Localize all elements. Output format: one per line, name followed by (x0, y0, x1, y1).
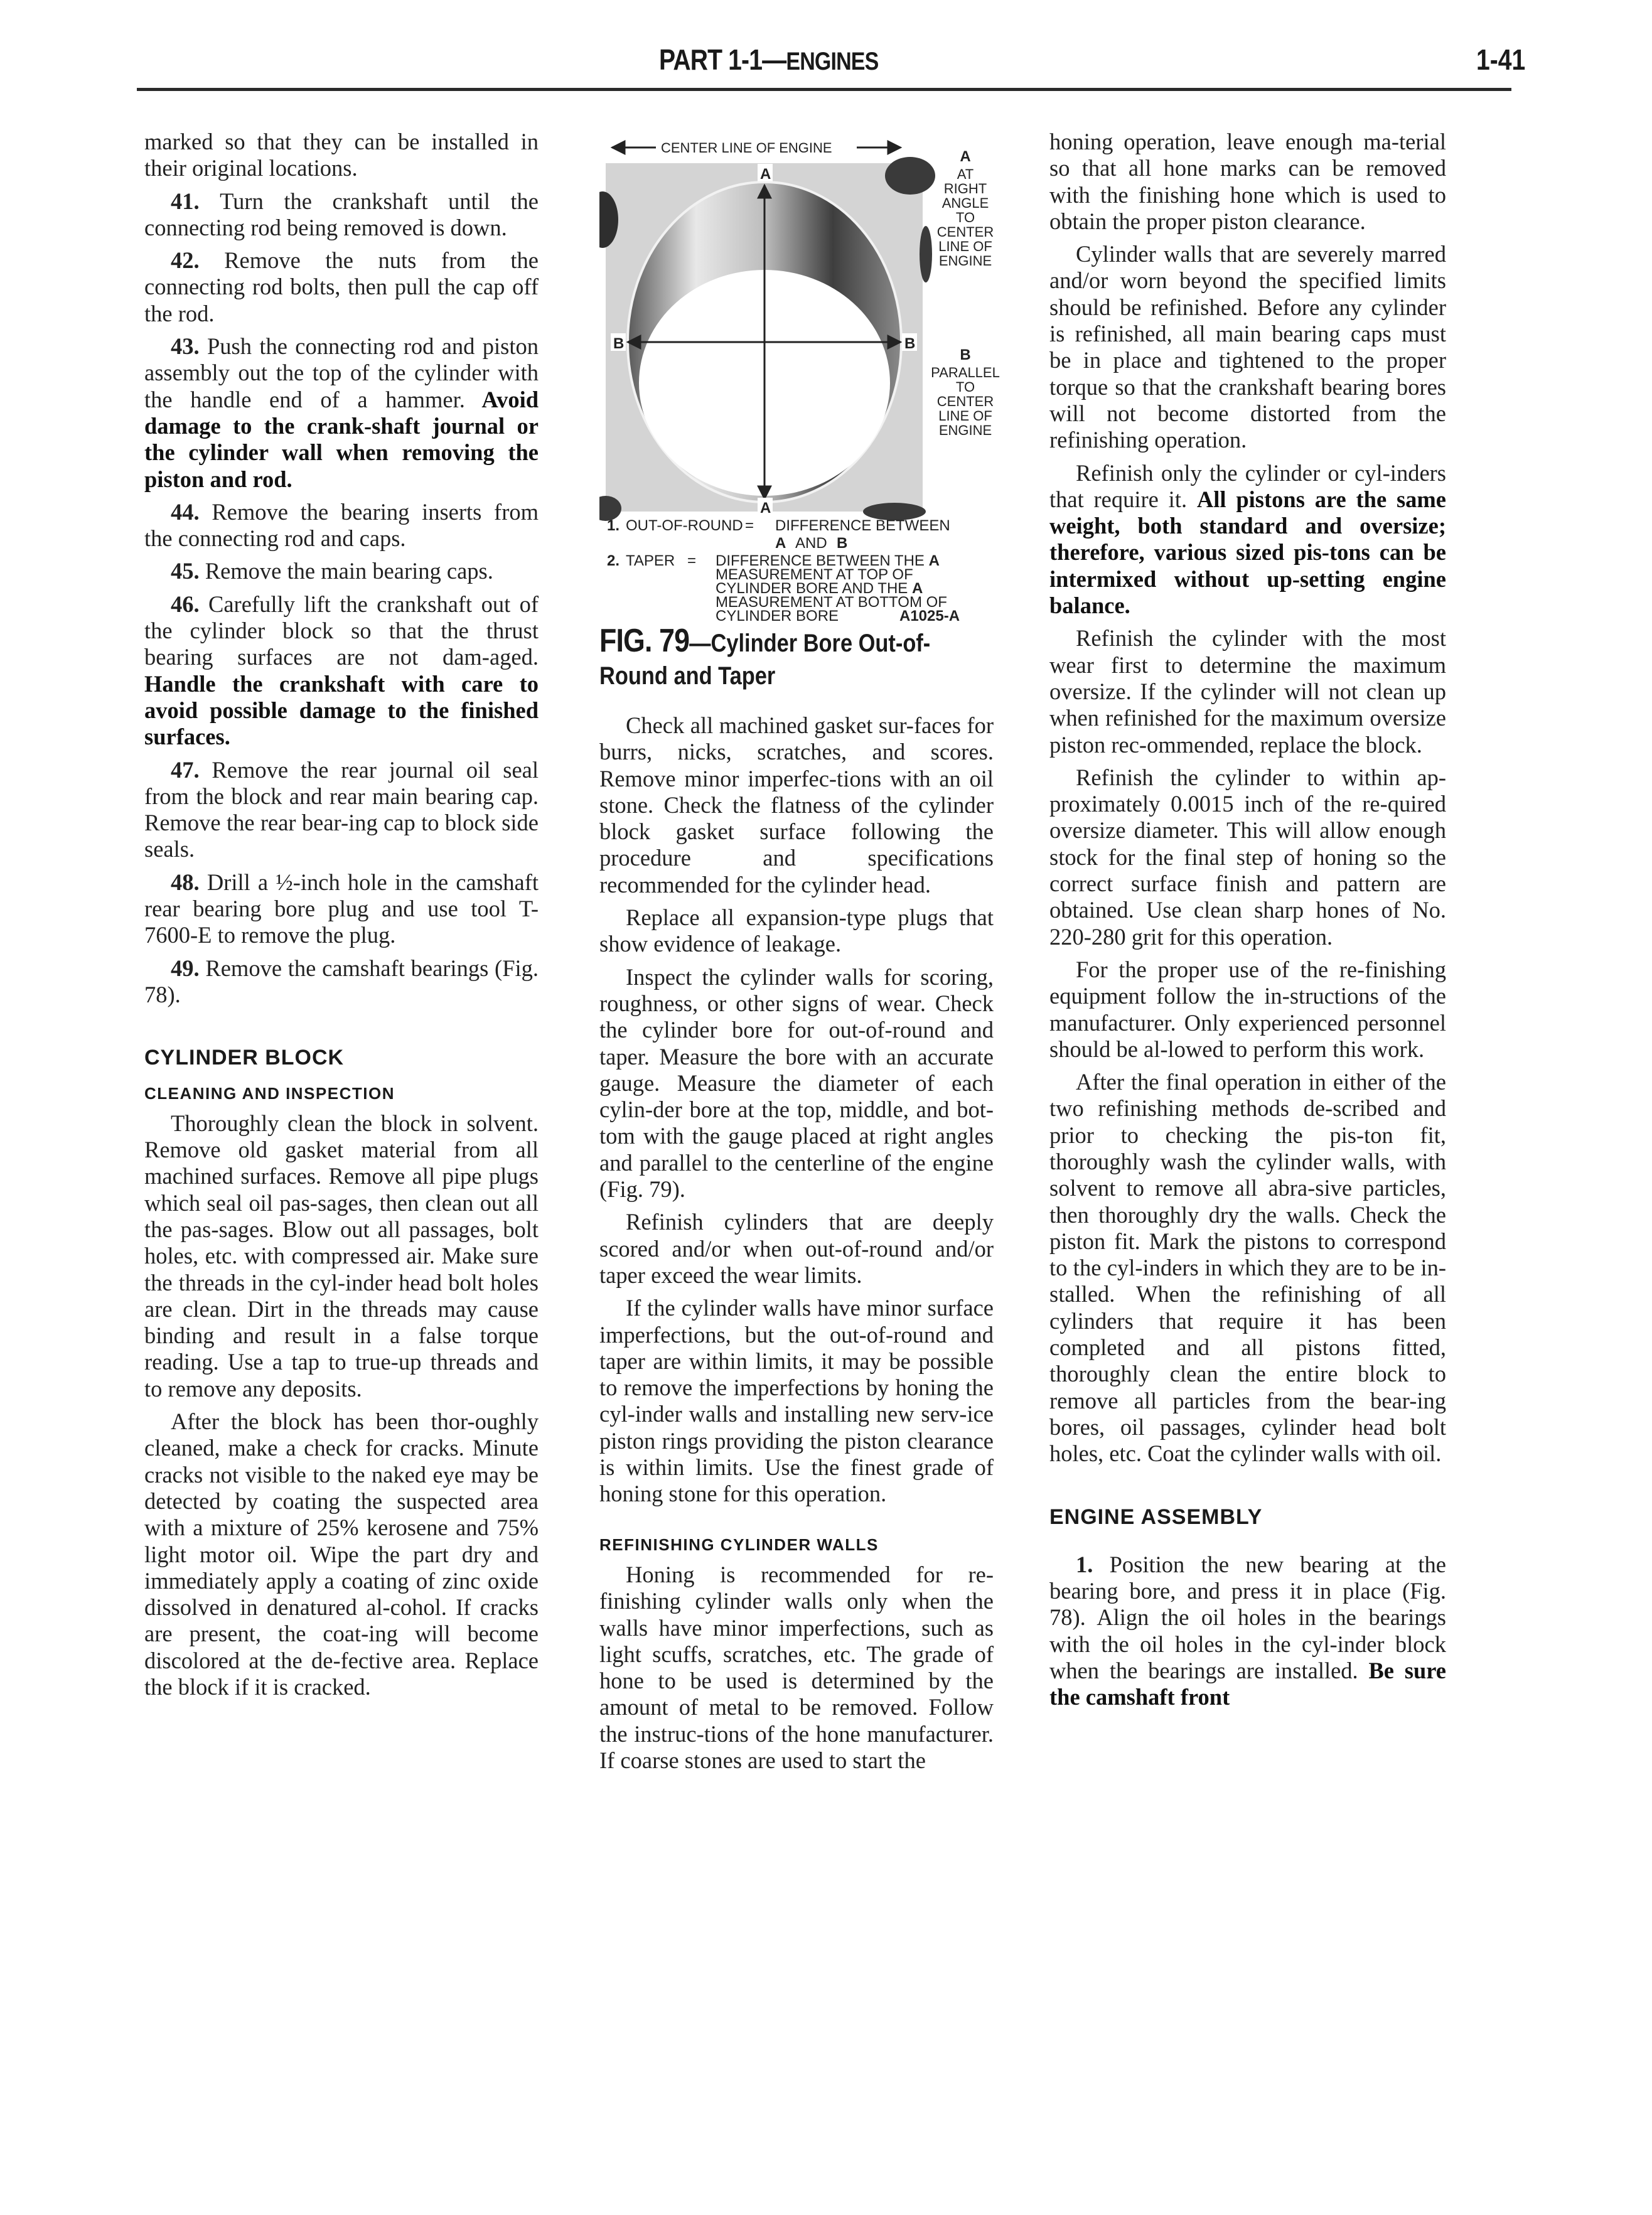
label-b-right: B (904, 335, 916, 352)
paragraph-severe-wear: Cylinder walls that are severely marred and/or worn beyond the specified limits should be refinished. Before any cylinder is refinished, all main bearing caps must be in place and tightened to the proper torque so that the crankshaft bearing bores will not become distorted from the refinishing operation. (1049, 241, 1446, 453)
refinish-only-text: Refinish only the cylinder or cyl-inders that require it. (1049, 459, 1446, 512)
label-a-top: A (760, 166, 771, 183)
step-number: 46. (171, 591, 209, 617)
bolt-hole (920, 226, 932, 282)
legend-a-line: CENTER (936, 224, 994, 240)
note2-line: MEASUREMENT AT BOTTOM OF (716, 594, 947, 611)
disassembly-step (144, 333, 539, 493)
legend-b (931, 346, 1000, 438)
legend-a-line: ENGINE (938, 253, 992, 269)
legend-b-line: PARALLEL (931, 365, 1000, 380)
step-text: Push the connecting rod and piston assembly out the top of the cylinder with the handle end of a hammer. (144, 333, 539, 412)
running-title (659, 43, 878, 77)
page-header (0, 0, 1652, 100)
step-number: 44. (171, 498, 212, 525)
paragraph-expansion-plugs: Replace all expansion-type plugs that show evidence of leakage. (599, 904, 994, 957)
note2-line: CYLINDER BORE AND THE A (716, 580, 923, 597)
figure-title: —Cylinder Bore Out-of-Round and Taper (599, 630, 931, 690)
title-dash: — (762, 43, 786, 76)
centerline-label: CENTER LINE OF ENGINE (661, 140, 832, 156)
note2-number: 2. (607, 552, 620, 569)
step-text: Remove the camshaft bearings (Fig. 78). (144, 955, 539, 1007)
column-right (1049, 129, 1446, 1717)
step-text: Remove the bearing inserts from the connecting rod and caps. (144, 498, 539, 552)
disassembly-step (144, 499, 539, 552)
bolt-hole (885, 157, 935, 195)
subheading-cleaning-inspection: CLEANING AND INSPECTION (144, 1083, 395, 1103)
note2-line: MEASUREMENT AT TOP OF (716, 566, 913, 583)
note1-definition: DIFFERENCE BETWEEN (775, 517, 950, 534)
legend-a-line: ANGLE (941, 195, 989, 211)
step-warning: Be sure the camshaft front (1049, 1658, 1447, 1710)
section-heading-cylinder-block: CYLINDER BLOCK (144, 1046, 345, 1070)
step-text: Carefully lift the crankshaft out of the cylinder block so that the thrust bearing surfaces are not dam-aged. (144, 591, 539, 670)
disassembly-step (144, 869, 539, 949)
legend-b-line: LINE OF (938, 408, 992, 424)
step-number: 45. (171, 558, 205, 584)
disassembly-step (144, 558, 539, 584)
step-number: 47. (171, 756, 212, 783)
label-a-bottom: A (760, 500, 771, 517)
intro-paragraph: marked so that they can be installed in their original locations. (144, 129, 539, 181)
piston-weight-warning: All pistons are the same weight, both standard and oversize; therefore, various sized pis-tons can be intermixed without up-setting engine balance. (1049, 486, 1447, 619)
assembly-step-1 (1049, 1552, 1446, 1711)
disassembly-step (144, 757, 539, 863)
step-text: Position the new bearing at the bearing bore, and press it in place (Fig. 78). Align the oil holes in the bearings with the oil holes in the cyl-inder block when the bearings are installed. (1049, 1551, 1446, 1684)
disassembly-step (144, 591, 539, 751)
note1-and: AND (795, 535, 827, 552)
paragraph-inspect-walls: Inspect the cylinder walls for scoring, roughness, or other signs of wear. Check the cylinder bore for out-of-round and taper. Measure the bore with an accurate gauge. Measure the diameter of each cylin-der bore at the top, middle, and bot-tom with the gauge placed at right angles and parallel to the centerline of the engine (Fig. 79). (599, 963, 994, 1203)
legend-a-line: LINE OF (938, 239, 992, 254)
legend-b-title: B (960, 346, 971, 363)
section-label: ENGINES (786, 48, 879, 75)
paragraph-most-wear: Refinish the cylinder with the most wear first to determine the maximum oversize. If the cylinder will not clean up when refinished for the maximum oversize piston rec-ommended, replace the block. (1049, 625, 1446, 758)
legend-a-line: AT (957, 166, 974, 182)
subheading-refinishing-walls: REFINISHING CYLINDER WALLS (599, 1535, 879, 1554)
figure-79 (599, 129, 1001, 690)
figure-number: FIG. 79 (599, 623, 690, 659)
column-left (144, 129, 539, 1707)
disassembly-step (144, 188, 539, 242)
paragraph-honing: Honing is recommended for re-finishing cylinder walls only when the walls have minor imperfections, such as light scuffs, scratches, etc. The grade of hone to be used is determined by the amount of metal to be removed. Follow the instruc-tions of the hone manufacturer. If coarse stones are used to start the (599, 1561, 994, 1773)
legend-a-line: TO (955, 210, 975, 225)
cylinder-bore-diagram (599, 129, 1001, 625)
paragraph-equipment: For the proper use of the re-finishing equipment follow the in-structions of the manufacturer. Only experienced personnel should be al-lowed to perform this work. (1049, 956, 1446, 1062)
note2-equals: = (687, 552, 697, 569)
note1-b: B (837, 535, 848, 552)
step-text: Turn the crankshaft until the connecting rod being removed is down. (144, 188, 539, 240)
note1-term: OUT-OF-ROUND (626, 517, 743, 534)
step-text: Remove the rear journal oil seal from the block and rear main bearing cap. Remove the rear bear-ing cap to block side seals. (144, 756, 539, 862)
step-number: 43. (171, 333, 207, 360)
step-number: 48. (171, 869, 207, 895)
step-warning: Handle the crankshaft with care to avoid possible damage to the finished surfaces. (144, 670, 539, 750)
note2-line: DIFFERENCE BETWEEN THE A (716, 552, 940, 569)
paragraph-gasket-surfaces: Check all machined gasket sur-faces for burrs, nicks, scratches, and scores. Remove minor imperfec-tions with an oil stone. Check the flatness of the cylinder block gasket surface following the procedure and specifications recommended for the cylinder head. (599, 712, 994, 898)
note1-number: 1. (607, 517, 620, 534)
legend-b-line: CENTER (936, 394, 994, 409)
figure-code: A1025-A (899, 608, 960, 625)
part-label: PART 1-1 (659, 43, 763, 76)
legend-b-line: ENGINE (938, 422, 992, 438)
paragraph-clean-block: Thoroughly clean the block in solvent. Remove old gasket material from all machined surfaces. Remove all pipe plugs which seal oil pas-sages, then clean out all the pas-sages. Blow out all passages, bolt holes, etc. with compressed air. Make sure the threads in the cyl-inder head bolt holes are clean. Dirt in the threads may cause binding and result in a false torque reading. Use a tap to true-up threads and to remove any deposits. (144, 1110, 539, 1402)
legend-b-line: TO (955, 379, 975, 395)
page-number: 1-41 (1476, 43, 1526, 76)
paragraph-honing-continued: honing operation, leave enough ma-terial so that all hone marks can be removed with the finishing hone which is used to obtain the proper piston clearance. (1049, 129, 1446, 234)
column-middle (599, 712, 994, 1780)
paragraph-minor-imperfections: If the cylinder walls have minor surface imperfections, but the out-of-round and taper are within limits, it may be possible to remove the imperfections by honing the cyl-inder walls and installing new serv-ice piston rings providing the piston clearance is within limits. Use the finest grade of honing stone for this operation. (599, 1295, 994, 1507)
step-text: Drill a ½-inch hole in the camshaft rear bearing bore plug and use tool T-7600-E to remove the plug. (144, 869, 539, 948)
disassembly-step (144, 247, 539, 327)
label-b-left: B (613, 335, 625, 352)
disassembly-steps (144, 188, 539, 1009)
step-warning: Avoid damage to the crank-shaft journal or the cylinder wall when removing the piston and rod. (144, 386, 539, 492)
step-number: 49. (171, 955, 206, 981)
note1-a: A (775, 535, 786, 552)
step-number: 1. (1076, 1551, 1093, 1577)
paragraph-refinish-only (1049, 460, 1446, 619)
note2-term: TAPER (626, 552, 675, 569)
legend-a-title: A (960, 148, 971, 165)
step-number: 42. (171, 247, 225, 274)
legend-a-line: RIGHT (943, 181, 987, 196)
paragraph-crack-check: After the block has been thor-oughly cleaned, make a check for cracks. Minute cracks not visible to the naked eye may be detected by coating the suspected area with a mixture of 25% kerosene and 75% light motor oil. Wipe the part dry and immediately apply a coating of zinc oxide dissolved in denatured al-cohol. If cracks are present, the coat-ing will become discolored at the de-fective area. Replace the block if it is cracked. (144, 1408, 539, 1700)
paragraph-oversize-diameter: Refinish the cylinder to within ap-proximately 0.0015 inch of the re-quired oversize diameter. This will allow enough stock for the final step of honing so the correct surface finish and pattern are obtained. Use clean sharp hones of No. 220-280 grit for this operation. (1049, 764, 1446, 950)
note1-equals: = (745, 517, 754, 534)
step-number: 41. (171, 188, 220, 214)
section-heading-engine-assembly: ENGINE ASSEMBLY (1049, 1504, 1263, 1529)
figure-caption (599, 625, 945, 692)
paragraph-refinish-cylinders: Refinish cylinders that are deeply scored and/or when out-of-round and/or taper exceed the wear limits. (599, 1209, 994, 1288)
header-rule (137, 88, 1511, 91)
step-text: Remove the main bearing caps. (205, 558, 493, 584)
legend-a (937, 148, 994, 269)
paragraph-final-operation: After the final operation in either of the two refinishing methods de-scribed and prior to checking the pis-ton fit, thoroughly wash the cylinder walls, with solvent to remove all abra-sive particles, then thoroughly dry the walls. Check the piston fit. Mark the pistons to correspond to the cyl-inders in which they are to be in-stalled. When the refinishing of all cylinders that require it has been completed and all pistons fitted, thoroughly clean the entire block to remove all particles from the bear-ing bores, oil passages, cylinder head bolt holes, etc. Coat the cylinder walls with oil. (1049, 1069, 1446, 1467)
note2-line: CYLINDER BORE (716, 608, 839, 625)
disassembly-step (144, 955, 539, 1009)
step-text: Remove the nuts from the connecting rod bolts, then pull the cap off the rod. (144, 247, 539, 326)
